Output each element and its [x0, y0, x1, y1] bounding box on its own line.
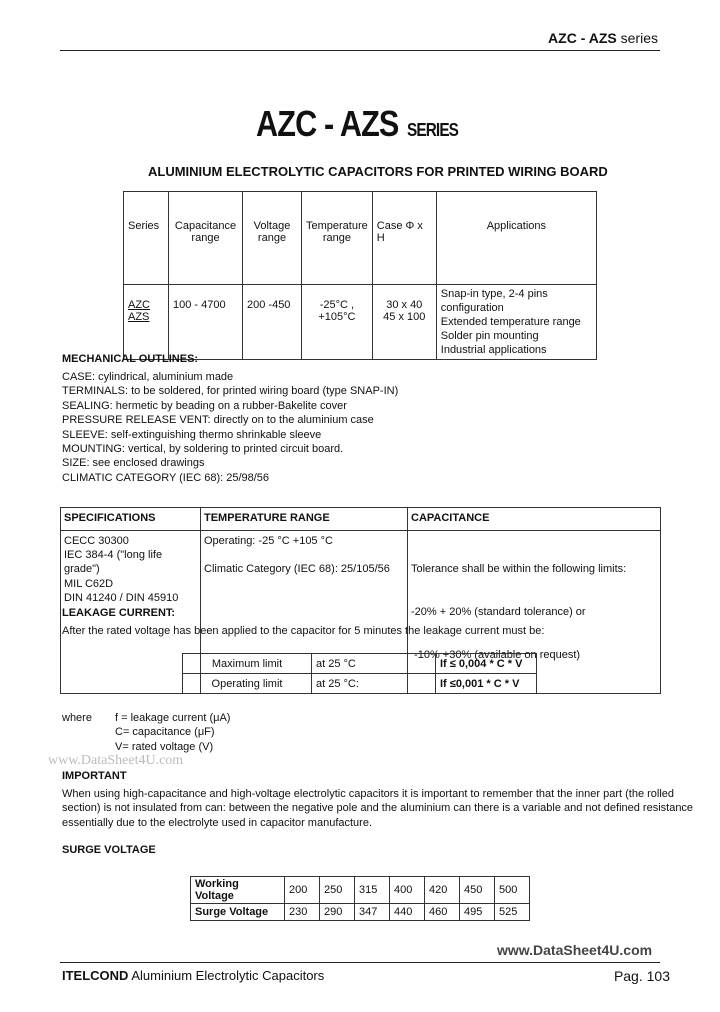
- footer-left: [62, 968, 324, 983]
- working-value: 200: [285, 877, 320, 904]
- cell-voltage: [243, 285, 302, 360]
- table-row: [191, 877, 530, 904]
- temp-line: Climatic Category (IEC 68): 25/105/56: [204, 563, 390, 576]
- capacitance-value: 100 - 4700: [173, 299, 226, 311]
- header-rule: [60, 50, 660, 51]
- leakage-temp: at 25 °C: [312, 654, 436, 674]
- header-suffix: series: [620, 30, 658, 46]
- running-header: [548, 30, 658, 46]
- spacer: [204, 548, 404, 562]
- series-azs: AZS: [128, 311, 150, 323]
- leakage-definitions: [115, 711, 230, 754]
- application-item: Extended temperature range: [440, 316, 581, 328]
- definition-line: V= rated voltage (V): [115, 740, 214, 753]
- where-label: where: [62, 712, 92, 724]
- spec-line: CECC 30300: [64, 535, 129, 547]
- cap-line: -10% +30% (available on request): [411, 648, 581, 661]
- title-suffix: SERIES: [407, 120, 459, 140]
- temp-header: TEMPERATURE RANGE: [201, 508, 408, 531]
- col-case: Case Φ x H: [372, 192, 436, 285]
- col-voltage: Voltage range: [243, 192, 302, 285]
- leakage-title: LEAKAGE CURRENT:: [62, 607, 176, 619]
- leakage-label: Operating limit: [183, 674, 312, 694]
- surge-value: 347: [355, 904, 390, 921]
- surge-value: 460: [425, 904, 460, 921]
- mechanical-line: CLIMATIC CATEGORY (IEC 68): 25/98/56: [62, 471, 270, 484]
- application-item: Solder pin mounting: [440, 330, 539, 342]
- definition-line: f = leakage current (μA): [115, 712, 231, 724]
- table-row: [183, 654, 537, 674]
- spec-line: MIL C62D: [64, 577, 114, 590]
- working-value: 400: [390, 877, 425, 904]
- voltage-value: 200 -450: [247, 299, 291, 311]
- working-value: 250: [320, 877, 355, 904]
- table-row: [183, 674, 537, 694]
- mechanical-line: SIZE: see enclosed drawings: [62, 457, 205, 470]
- footer-brand: ITELCOND: [62, 968, 129, 983]
- col-series: Series: [124, 192, 169, 285]
- title-main: AZC - AZS: [256, 103, 399, 144]
- surge-value: 440: [390, 904, 425, 921]
- page-subtitle: ALUMINIUM ELECTROLYTIC CAPACITORS FOR PRINTED WIRING BOARD: [148, 164, 608, 179]
- page-number: Pag. 103: [613, 968, 670, 984]
- spec-line: DIN 41240 / DIN 45910: [64, 591, 179, 604]
- temp-high: +105°C: [318, 311, 356, 323]
- surge-title: SURGE VOLTAGE: [62, 844, 156, 856]
- important-line: When using high-capacitance and high-voltage electrolytic capacitors it is important to remember that the inner part (the rolled: [62, 788, 675, 800]
- table-row: [191, 904, 530, 921]
- definition-line: C= capacitance (μF): [115, 726, 215, 739]
- temp-line: Operating: -25 °C +105 °C: [204, 535, 333, 547]
- series-azc: AZC: [128, 299, 150, 311]
- col-temperature: Temperature range: [302, 192, 373, 285]
- cell-case: [372, 285, 436, 360]
- mechanical-line: PRESSURE RELEASE VENT: directly on to the aluminium case: [62, 414, 374, 427]
- cell-series: [124, 285, 169, 360]
- important-line: essentially due to the electrolyte used in capacitor manufacture.: [62, 816, 373, 829]
- surge-value: 495: [460, 904, 495, 921]
- cap-header: CAPACITANCE: [408, 508, 661, 531]
- header-series: AZC - AZS: [548, 30, 617, 46]
- mechanical-line: MOUNTING: vertical, by soldering to printed circuit board.: [62, 443, 344, 456]
- leakage-label: Maximum limit: [183, 654, 312, 674]
- surge-value: 290: [320, 904, 355, 921]
- working-value: 500: [495, 877, 530, 904]
- mechanical-title: MECHANICAL OUTLINES:: [62, 353, 199, 365]
- leakage-formula: If ≤0,001 * C * V: [436, 674, 537, 694]
- cap-line: -20% + 20% (standard tolerance) or: [411, 606, 586, 619]
- watermark-link[interactable]: www.DataSheet4U.com: [497, 942, 653, 958]
- surge-label: Surge Voltage: [191, 904, 285, 921]
- page-title: [256, 103, 458, 145]
- footer-rule: [60, 962, 660, 963]
- mechanical-line: SEALING: hermetic by beading on a rubber-Bakelite cover: [62, 399, 347, 412]
- case-min: 30 x 40: [386, 299, 423, 311]
- leakage-formula: If ≤ 0,004 * C * V: [436, 654, 537, 674]
- cap-line: Tolerance shall be within the following limits:: [411, 563, 627, 576]
- important-line: section) is not insulated from can: between the negative pole and the aluminium can there is a variable and not defined resistance: [62, 802, 694, 815]
- case-max: 45 x 100: [383, 311, 426, 323]
- temp-low: -25°C ,: [319, 299, 355, 311]
- leakage-intro: After the rated voltage has been applied to the capacitor for 5 minutes the leakage current must be:: [62, 625, 545, 637]
- surge-value: 230: [285, 904, 320, 921]
- footer-desc: Aluminium Electrolytic Capacitors: [131, 968, 325, 983]
- working-value: 420: [425, 877, 460, 904]
- surge-value: 525: [495, 904, 530, 921]
- cell-applications: [436, 285, 596, 360]
- mechanical-line: TERMINALS: to be soldered, for printed wiring board (type SNAP-IN): [62, 385, 399, 398]
- application-item: Snap-in type, 2-4 pins: [440, 288, 548, 300]
- cell-capacitance: [169, 285, 243, 360]
- mechanical-line: CASE: cylindrical, aluminium made: [62, 371, 234, 383]
- watermark: www.DataSheet4U.com: [48, 753, 184, 768]
- leakage-temp: at 25 °C:: [312, 674, 436, 694]
- cell-temperature: [302, 285, 373, 360]
- working-value: 450: [460, 877, 495, 904]
- important-title: IMPORTANT: [62, 770, 127, 782]
- important-text: [62, 787, 693, 830]
- application-item: configuration: [440, 302, 504, 314]
- col-capacitance: Capacitance range: [169, 192, 243, 285]
- mechanical-line: SLEEVE: self-extinguishing thermo shrinkable sleeve: [62, 428, 322, 441]
- leakage-table: [182, 653, 537, 694]
- overview-table: [123, 191, 597, 360]
- spec-header: SPECIFICATIONS: [61, 508, 201, 531]
- spec-line: IEC 384-4 ("long life grade"): [64, 549, 163, 576]
- application-item: Industrial applications: [440, 344, 547, 356]
- working-label: Working Voltage: [191, 877, 285, 904]
- col-applications: Applications: [436, 192, 596, 285]
- mechanical-list: [62, 370, 398, 485]
- surge-table: [190, 876, 530, 921]
- working-value: 315: [355, 877, 390, 904]
